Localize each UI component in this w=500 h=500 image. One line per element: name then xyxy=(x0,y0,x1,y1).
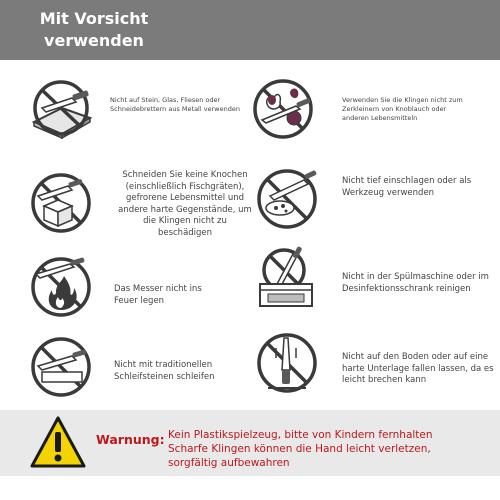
warning-label: Warnung: xyxy=(96,432,165,447)
warning-text xyxy=(168,428,498,470)
no-drop-icon xyxy=(254,328,320,394)
title-line-1: Mit Vorsicht xyxy=(39,9,149,28)
header-banner xyxy=(0,0,500,60)
caption-2: Verwenden Sie die Klingen nicht zum Zerkleinern von Knoblauch oder anderen Lebensmitteln xyxy=(342,96,463,122)
no-bones-frozen-icon xyxy=(28,170,94,236)
warning-line-1: Kein Plastikspielzeug, bitte von Kindern fernhalten xyxy=(168,429,433,441)
no-sharpening-stone-icon xyxy=(28,334,94,400)
title-line-2: verwenden xyxy=(44,31,144,50)
caption-4: Nicht tief einschlagen oder als Werkzeug verwenden xyxy=(342,176,472,198)
no-hammer-icon xyxy=(254,166,320,232)
no-dishwasher-icon xyxy=(254,246,320,312)
caption-5: Das Messer nicht ins Feuer legen xyxy=(114,284,202,306)
board-no-hard-surface-icon xyxy=(28,78,94,144)
no-fire-icon xyxy=(28,252,94,318)
caption-8: Nicht auf den Boden oder auf eine harte Unterlage fallen lassen, da es leicht brechen kann xyxy=(342,352,494,385)
warning-line-3: sorgfältig aufbewahren xyxy=(168,457,290,469)
caption-3: Schneiden Sie keine Knochen (einschließlich Fischgräten), gefrorene Lebensmittel und andere harte Gegenstände, um die Klingen nicht zu beschädigen xyxy=(118,170,252,238)
warning-triangle-icon xyxy=(30,416,86,468)
caption-1: Nicht auf Stein, Glas, Fliesen oder Schneidebrettern aus Metall verwenden xyxy=(110,96,240,113)
caption-7: Nicht mit traditionellen Schleifsteinen schleifen xyxy=(114,360,215,382)
page-title xyxy=(14,8,174,52)
caption-6: Nicht in der Spülmaschine oder im Desinfektionsschrank reinigen xyxy=(342,272,489,294)
warning-line-2: Scharfe Klingen können die Hand leicht verletzen, xyxy=(168,443,431,455)
no-garlic-onion-icon xyxy=(250,76,316,142)
